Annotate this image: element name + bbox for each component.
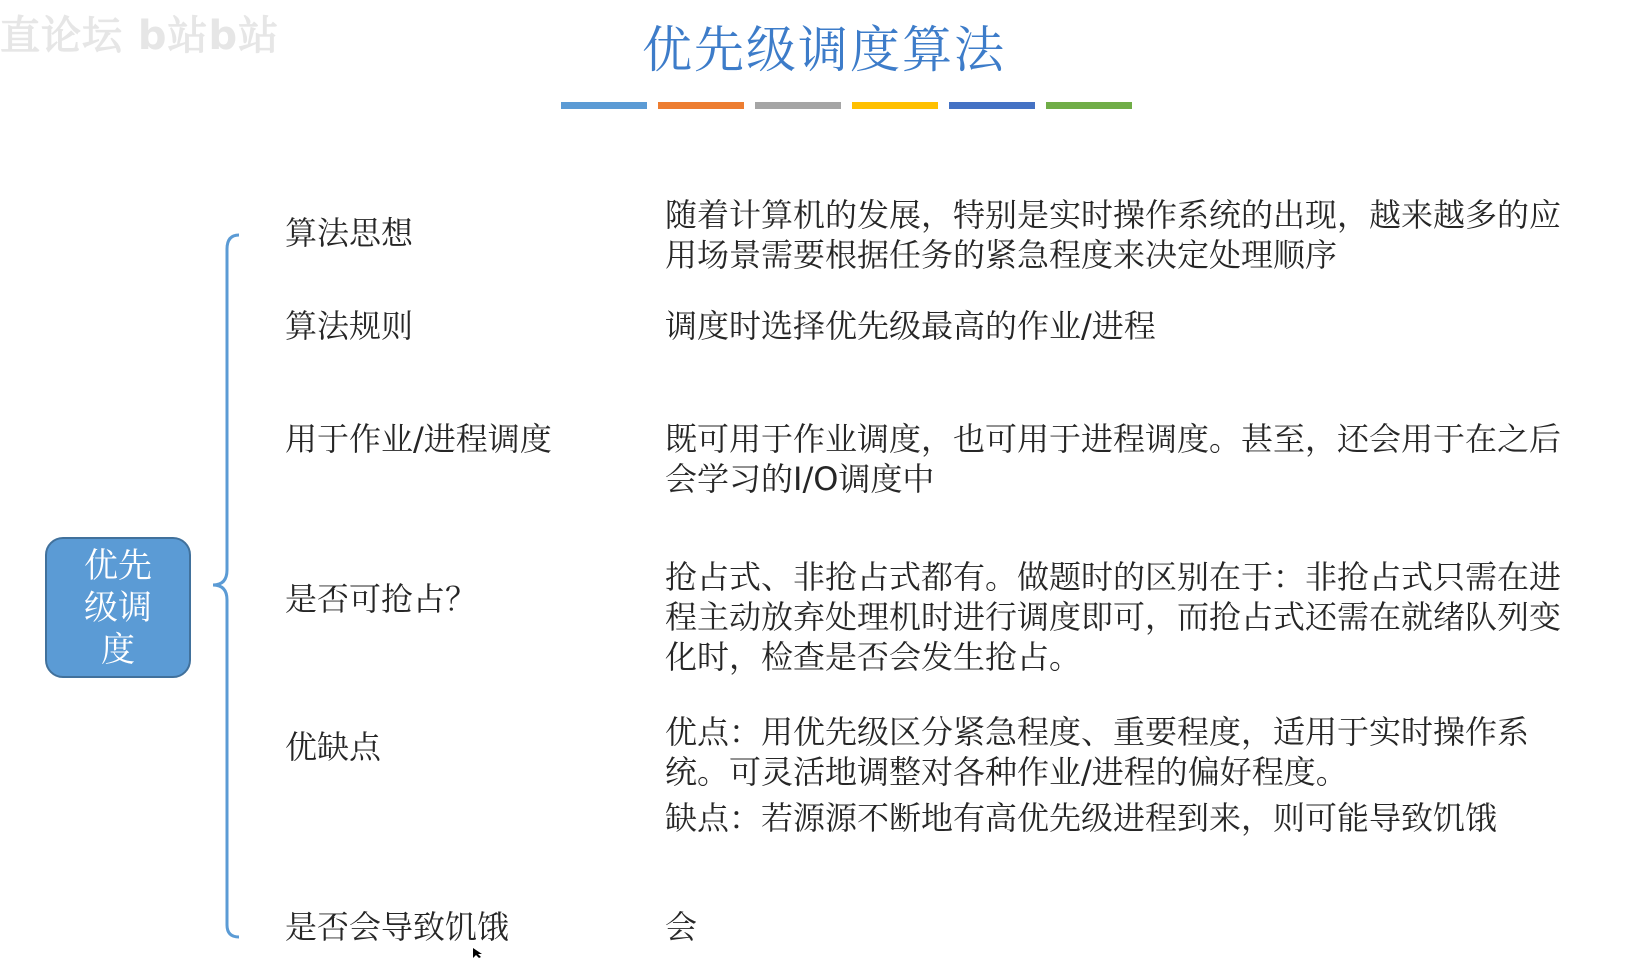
row-desc-line: 随着计算机的发展，特别是实时操作系统的出现，越来越多的应用场景需要根据任务的紧急程度来决定处理顺序 (665, 196, 1562, 274)
mindmap-brace (205, 225, 241, 939)
row-desc-cons: 缺点：若源源不断地有高优先级进程到来，则可能导致饥饿 (665, 799, 1498, 837)
row-label-usage: 用于作业/进程调度 (285, 420, 552, 458)
color-bar-blue (561, 102, 647, 109)
row-label-idea: 算法思想 (285, 214, 414, 252)
row-desc-pros: 优点：用优先级区分紧急程度、重要程度，适用于实时操作系统。可灵活地调整对各种作业/进程的偏好程度。 (665, 713, 1530, 791)
row-label-preemptive: 是否可抢占？ (285, 580, 478, 618)
color-bar-gold (852, 102, 938, 109)
root-node-label: 优先级调度 (84, 545, 152, 670)
color-bar-green (1046, 102, 1132, 109)
row-label-pros-cons: 优缺点 (285, 728, 382, 766)
row-desc-rule (665, 306, 1585, 346)
row-desc-line: 会 (665, 908, 698, 946)
color-bar-gray (755, 102, 841, 109)
root-node (45, 537, 191, 678)
row-desc-starvation (665, 907, 1585, 947)
row-desc-line: 既可用于作业调度，也可用于进程调度。甚至，还会用于在之后会学习的I/O调度中 (665, 420, 1562, 498)
row-desc-pros-cons (665, 712, 1585, 838)
page-title: 优先级调度算法 (642, 21, 1006, 79)
color-bar-dark-blue (949, 102, 1035, 109)
color-bar-orange (658, 102, 744, 109)
row-desc-usage (665, 419, 1585, 499)
watermark: 直论坛 b站b站 (0, 13, 280, 59)
row-desc-idea (665, 195, 1585, 275)
row-label-starvation: 是否会导致饥饿 (285, 908, 510, 946)
row-desc-preemptive (665, 557, 1585, 677)
row-desc-line: 调度时选择优先级最高的作业/进程 (665, 307, 1156, 345)
mouse-cursor-icon (473, 948, 485, 958)
row-desc-line: 抢占式、非抢占式都有。做题时的区别在于：非抢占式只需在进程主动放弃处理机时进行调度即可，而抢占式还需在就绪队列变化时，检查是否会发生抢占。 (665, 558, 1562, 676)
row-label-rule: 算法规则 (285, 307, 414, 345)
title-color-bars (561, 102, 1132, 109)
